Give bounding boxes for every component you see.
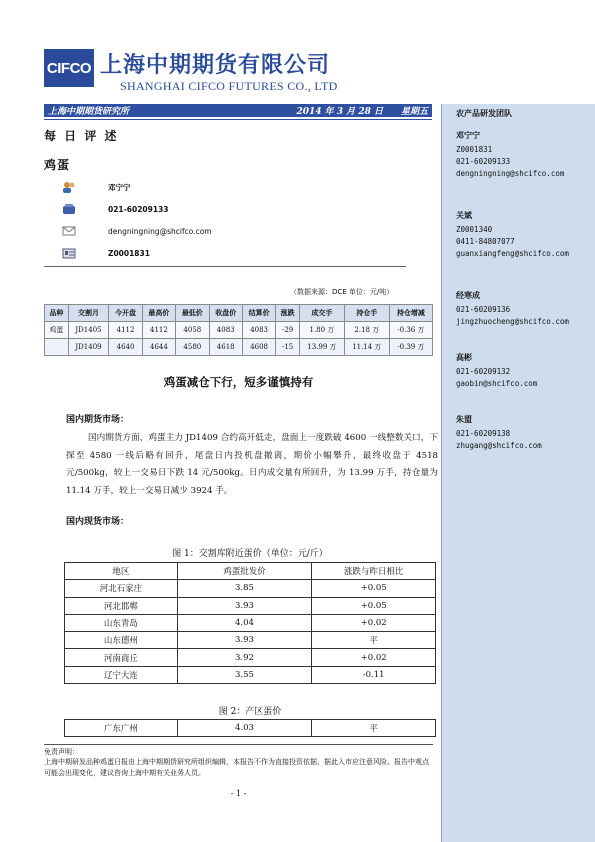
table-cell: 河南商丘 <box>65 649 178 666</box>
table-row <box>65 580 436 597</box>
table-cell: 4608 <box>242 339 275 356</box>
contact-email[interactable]: zhugang@shcifco.com <box>456 441 542 450</box>
table-cell: 山东青岛 <box>65 614 178 631</box>
table-cell: 广东广州 <box>65 720 178 737</box>
banner-weekday: 星期五 <box>400 107 428 117</box>
author-phone: 021-60209133 <box>108 204 169 214</box>
futures-price-table <box>44 304 433 356</box>
price-header-cell: 持仓增减 <box>389 305 432 322</box>
price-header-cell: 结算价 <box>242 305 275 322</box>
table-cell: 4083 <box>209 322 242 339</box>
table-cell: 山东德州 <box>65 632 178 649</box>
table-row <box>65 649 436 666</box>
author-name: 邓宁宁 <box>108 182 131 192</box>
table-cell: 13.99 万 <box>299 339 344 356</box>
table-cell: -0.39 万 <box>389 339 432 356</box>
spot-price-table-1 <box>64 562 436 684</box>
table-cell: +0.05 <box>312 580 436 597</box>
price-header-cell: 涨跌 <box>276 305 300 322</box>
author-license: Z0001831 <box>108 248 150 258</box>
page-number: - 1 - <box>230 789 247 798</box>
price-table-header <box>45 305 433 322</box>
table-cell: 平 <box>312 720 436 737</box>
price-header-cell: 最高价 <box>142 305 175 322</box>
table-cell: +0.05 <box>312 597 436 614</box>
footer-divider <box>44 744 433 745</box>
table-cell: -15 <box>276 339 300 356</box>
table-cell: 4112 <box>142 322 175 339</box>
table-cell: 4.04 <box>177 614 312 631</box>
table-cell: 3.55 <box>177 666 312 683</box>
contact-name: 高彬 <box>456 353 472 362</box>
table-row <box>45 322 433 339</box>
table-cell: 4580 <box>176 339 209 356</box>
contact-detail: 021-60209138 <box>456 429 511 438</box>
table-cell: -0.36 万 <box>389 322 432 339</box>
table-row <box>45 339 433 356</box>
table-row <box>65 597 436 614</box>
table-cell: -29 <box>276 322 300 339</box>
price-header-cell: 成交手 <box>299 305 344 322</box>
price-header-cell: 品种 <box>45 305 69 322</box>
table-cell: 4058 <box>176 322 209 339</box>
report-banner <box>44 104 432 117</box>
envelope-icon <box>62 225 76 237</box>
company-name-en: SHANGHAI CIFCO FUTURES CO., LTD <box>120 79 338 93</box>
spot-header-cell: 涨跌与昨日相比 <box>312 563 436 580</box>
spot-price-table-2 <box>64 719 436 737</box>
contact-name: 邓宁宁 <box>456 131 480 140</box>
contact-detail: 021-60209133 <box>456 157 511 166</box>
sidebar-contact <box>456 352 537 390</box>
team-sidebar <box>441 104 595 842</box>
table-cell: JD1409 <box>68 339 109 356</box>
contact-email[interactable]: jingzhuocheng@shcifco.com <box>456 317 569 326</box>
banner-date: 2014 年 3 月 28 日 <box>296 107 383 117</box>
report-headline: 鸡蛋减仓下行，短多谨慎持有 <box>163 375 314 389</box>
sidebar-contact <box>456 414 542 452</box>
author-license-row <box>62 242 407 264</box>
table-cell: 平 <box>312 632 436 649</box>
contact-detail: 021-60209132 <box>456 367 511 376</box>
sidebar-contact <box>456 130 564 180</box>
futures-market-heading: 国内期货市场： <box>66 415 130 425</box>
contact-name: 经寒成 <box>456 291 480 300</box>
table-cell: 鸡蛋 <box>45 322 69 339</box>
table-cell: 3.93 <box>177 597 312 614</box>
contact-detail: 021-60209136 <box>456 305 511 314</box>
table-row <box>65 614 436 631</box>
table-cell: 3.93 <box>177 632 312 649</box>
table-cell: 河北邯郸 <box>65 597 178 614</box>
contact-name: 关斌 <box>456 211 472 220</box>
table-cell: 4.03 <box>177 720 312 737</box>
price-header-cell: 今开盘 <box>109 305 142 322</box>
disclaimer-title: 免责声明： <box>44 748 79 756</box>
table-cell: 4640 <box>109 339 142 356</box>
contact-name: 朱盟 <box>456 415 472 424</box>
contact-detail: Z0001831 <box>456 145 493 154</box>
author-block <box>62 176 407 264</box>
contact-email[interactable]: gaobin@shcifco.com <box>456 379 538 388</box>
table-cell: JD1405 <box>68 322 109 339</box>
table-cell: -0.11 <box>312 666 436 683</box>
table-row <box>65 632 436 649</box>
table-cell: 2.18 万 <box>344 322 389 339</box>
table-cell: 4083 <box>242 322 275 339</box>
price-header-cell: 持仓手 <box>344 305 389 322</box>
section-title: 每 日 评 述 <box>44 129 119 143</box>
table-row <box>65 666 436 683</box>
spot-table2-caption: 图 2：产区蛋价 <box>218 707 282 717</box>
table-cell: +0.02 <box>312 614 436 631</box>
price-header-cell: 交割月 <box>68 305 109 322</box>
banner-org: 上海中期期货研究所 <box>48 107 130 117</box>
product-title: 鸡蛋 <box>44 158 71 172</box>
person-icon <box>62 181 76 193</box>
contact-email[interactable]: guanxiangfeng@shcifco.com <box>456 249 569 258</box>
table-cell: 辽宁大连 <box>65 666 178 683</box>
data-source-note: （数据来源：DCE 单位：元/吨） <box>290 288 394 296</box>
futures-market-paragraph: 国内期货方面，鸡蛋主力 JD1409 合约高开低走，盘面上一度跌破 4600 一线整数关口，下探至 4580 一线后略有回升，尾盘日内投机盘撤离，期价小幅攀升，最终收盘于 4518 元/500kg，较上一交易日下跌 14 元/500kg。日内成交量有所回升，为 13.99 万手，持仓量为 11.14 万手，较上一交易日减少 3924 手。 <box>66 433 438 496</box>
table-cell: 11.14 万 <box>344 339 389 356</box>
id-card-icon <box>62 247 76 259</box>
disclaimer-text: 上海中期研发品种鸡蛋日报由上海中期期货研究所组织编辑，本报告不作为直接投资依据，据此入市应注意风险。报告中观点可能会出现变化，建议咨询上海中期有关业务人员。 <box>44 758 429 777</box>
author-email-row <box>62 220 407 242</box>
spot-table1-header <box>65 563 436 580</box>
table-cell: 河北石家庄 <box>65 580 178 597</box>
contact-detail: 0411-84807077 <box>456 237 515 246</box>
table-cell: 3.92 <box>177 649 312 666</box>
table-cell <box>45 339 69 356</box>
table-cell: +0.02 <box>312 649 436 666</box>
table-cell: 1.80 万 <box>299 322 344 339</box>
spot-header-cell: 鸡蛋批发价 <box>177 563 312 580</box>
table-cell: 4112 <box>109 322 142 339</box>
company-name-cn: 上海中期期货有限公司 <box>100 53 331 78</box>
spot-header-cell: 地区 <box>65 563 178 580</box>
table-cell: 4618 <box>209 339 242 356</box>
spot-market-heading: 国内现货市场： <box>66 517 130 527</box>
author-email[interactable]: dengningning@shcifco.com <box>108 226 212 236</box>
spot-table1-caption: 图 1：交割库附近蛋价（单位：元/斤） <box>172 549 328 559</box>
author-name-row <box>62 176 407 198</box>
contact-detail: Z0001340 <box>456 225 493 234</box>
phone-icon <box>62 203 76 215</box>
author-phone-row <box>62 198 407 220</box>
cifco-logo: CIFCO <box>44 49 94 87</box>
sidebar-title: 农产品研发团队 <box>456 109 512 118</box>
table-cell: 4644 <box>142 339 175 356</box>
contact-email[interactable]: dengningning@shcifco.com <box>456 169 565 178</box>
sidebar-contact <box>456 210 569 260</box>
banner-divider <box>44 119 432 120</box>
price-header-cell: 收盘价 <box>209 305 242 322</box>
table-cell: 3.85 <box>177 580 312 597</box>
price-header-cell: 最低价 <box>176 305 209 322</box>
table-row <box>65 720 436 737</box>
sidebar-contact <box>456 290 569 328</box>
author-divider <box>44 266 406 267</box>
